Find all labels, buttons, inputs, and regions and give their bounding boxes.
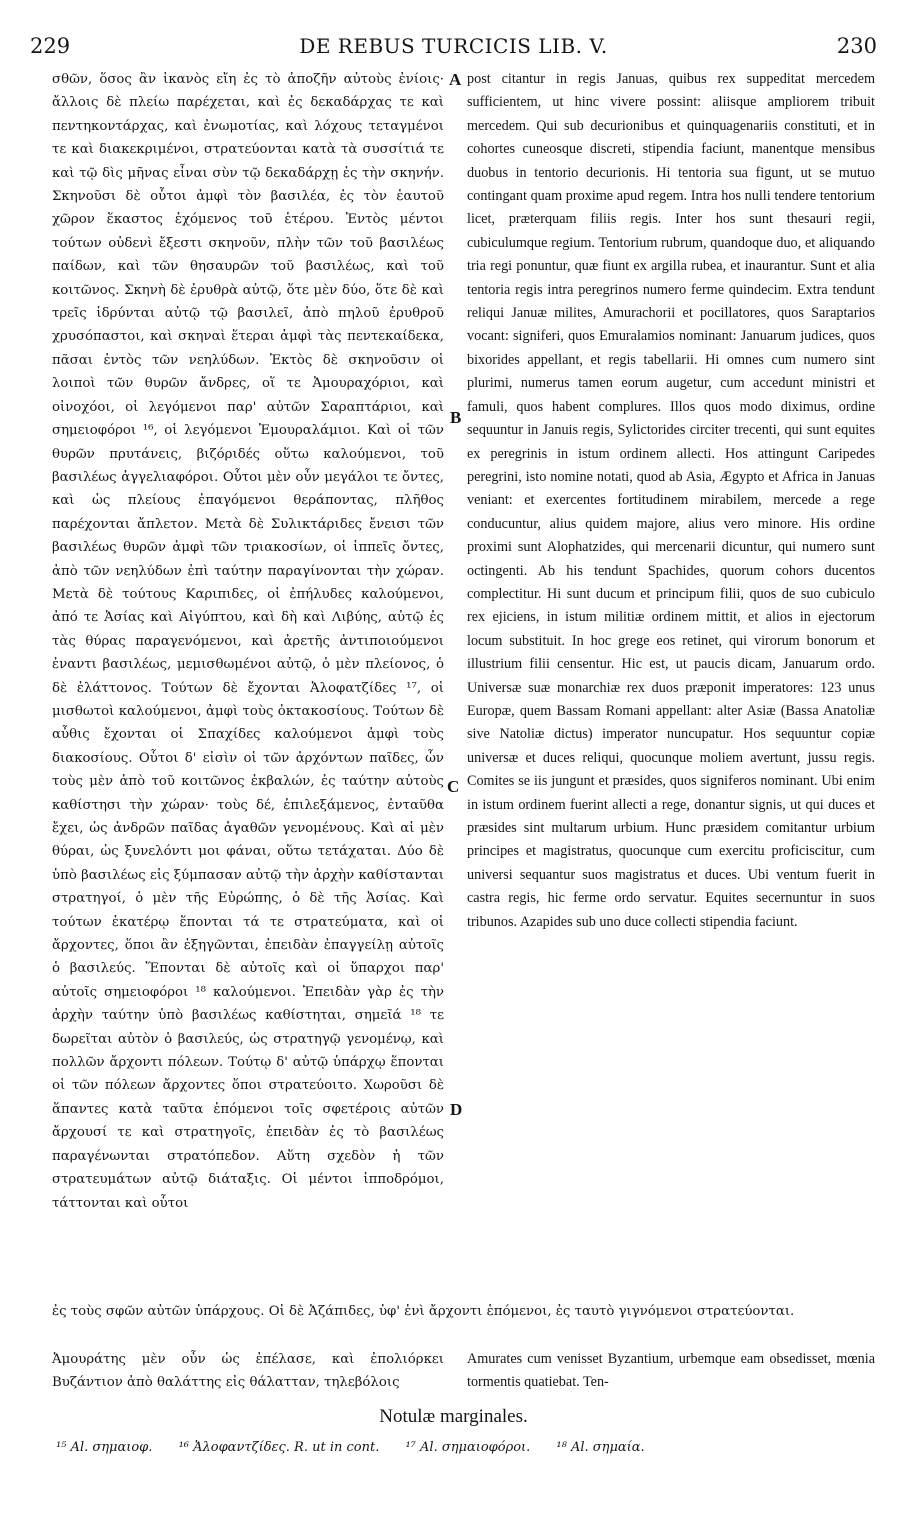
greek-spanning-line: ἐς τοὺς σφῶν αὐτῶν ὑπάρχους. Οἱ δὲ Ἀζάπιδες, ὑφ' ἑνὶ ἄρχοντι ἑπόμενοι, ἐς ταυτὸ γιγνόμενοι στρατεύονται.: [52, 1304, 795, 1319]
note-item: ¹⁸ Al. σημαία.: [556, 1440, 645, 1455]
running-title: DE REBUS TURCICIS LIB. V.: [299, 34, 608, 58]
greek-continuation: Ἀμουράτης μὲν οὖν ὡς ἐπέλασε, καὶ ἐπολιόρκει Βυζάντιον ἀπὸ θαλάττης εἰς θάλατταν, τηλεβόλοις: [52, 1352, 444, 1391]
notes-title: Notulæ marginales.: [379, 1406, 528, 1427]
greek-text: σθῶν, ὅσος ἂν ἱκανὸς εἴη ἐς τὸ ἀποζῆν αὐτοὺς ἐνίοις· ἄλλοις δὲ πλείω παρέχεται, καὶ ἐς δεκαδάρχας τε καὶ πεντηκοντάρχας, καὶ ἐνωμοτίας, καὶ λόχους τεταγμένοι τε καὶ διακεκριμένοι, στρατεύονται κατὰ τὰ συσσίτιά τε καὶ τῷ δὶς μῆνας εἶναι σὺν τῷ δεκαδάρχῃ ἐς τὴν σκηνήν. Σκηνοῦσι δὲ οὗτοι ἀμφὶ τὸν βασιλέα, ἐς τὸν ἑαυτοῦ χῶρον ἕκαστος ἐχόμενος τοῦ ἑτέρου. Ἐντὸς μέντοι τούτων οὐδενὶ ἔξεστι σκηνοῦν, πλὴν τῶν τοῦ βασιλέως παίδων, καὶ τῶν θησαυρῶν τοῦ βασιλέως, καὶ τοῦ κοιτῶνος. Σκηνὴ δὲ ἐρυθρὰ αὐτῷ, ὅτε μὲν δύο, ὅτε δὲ καὶ τρεῖς ἱδρύνται αὐτῷ τῷ βασιλεῖ, ἀπὸ πηλοῦ ἐρυθροῦ χρυσόπαστοι, καὶ σκηναὶ ἕτεραι ἀμφὶ τὰς πεντεκαίδεκα, πᾶσαι ἐντὸς τῶν νεηλύδων. Ἐκτὸς δὲ σκηνοῦσιν οἱ λοιποὶ τῶν θυρῶν ἄνδρες, οἵ τε Ἀμουραχόριοι, καὶ οἰνοχόοι, οἱ λεγόμενοι παρ' αὐτῶν Σαραπτάριοι, καὶ σημειοφόροι ¹⁶, οἱ λεγόμενοι Ἐμουραλάμιοι. Καὶ οἱ τῶν θυρῶν πρυτάνεις, βιζόριδές οὕτω καλούμενοι, τοῦ βασιλέως ἀγγελιαφόροι. Οὗτοι μὲν οὖν μεγάλοι τε ὄντες, καὶ ὡς πλείους ἐπαγόμενοι θεράποντας, πλῆθος παρέχονται ἄπλετον. Μετὰ δὲ Συλικτάριδες ἔνεισι τῶν βασιλέως θυρῶν ἀμφὶ τῶν τριακοσίων, οἱ ἱππεῖς ὄντες, ἀπὸ τῶν νεηλύδων ἐπὶ ταύτην παραγίνονται τὴν χώραν. Μετὰ δὲ τούτους Καριπιδες, οἱ ἐπήλυδες καλούμενοι, ἀπό τε Ἀσίας καὶ Αἰγύπτου, καὶ δὴ καὶ Λιβύης, αὐτῷ ἐς τὰς θύρας παραγενόμενοι, καὶ ἀρετῆς ἀντιποιούμενοι ἐναντι βασιλέως, μεμισθωμένοι αὐτῷ, ὁ μὲν πλείονος, ὁ δὲ ἐλάττονος. Τούτων δὲ ἔχονται Ἀλοφατζίδες ¹⁷, οἱ μισθωτοὶ καλούμενοι, ἀμφὶ τοὺς ὀκτακοσίους. Τούτων δὲ αὖθις ἔχονται οἱ Σπαχίδες καλούμενοι ἀμφὶ τοὺς διακοσίους. Οὗτοι δ' εἰσὶν οἱ τῶν ἀρχόντων παῖδες, ὧν τοὺς μὲν ἀπὸ τοῦ κοιτῶνος ἐκβαλών, ἐς ταύτην αὐτοὺς καθίστησι τὴν χώραν· τοὺς δέ, ἐπιλεξάμενος, ἐνταῦθα ἔχει, ὡς ἀνδρῶν παῖδας ἀγαθῶν γενομένους. Καὶ αἱ μὲν θύραι, ὡς ξυνελόντι μοι φάναι, οὕτω τετάχαται. Δύο δὲ ὑπὸ βασιλέως εἰς ξύμπασαν αὐτῷ τὴν ἀρχὴν καθίστανται στρατηγοί, ὁ μὲν τῆς Εὐρώπης, ὁ δὲ τῆς Ἀσίας. Καὶ τούτων ἑκατέρῳ ἕπονται τά τε στρατεύματα, καὶ οἱ ἄρχοντες, ὅποι ἂν ἐξηγῶνται, ἐπειδὰν ἐπαγγείλῃ αὐτοῖς ὁ βασιλεύς. Ἕπονται δὲ αὐτοῖς καὶ οἱ ὕπαρχοι παρ' αὐτοῖς σημειοφόροι ¹⁸ καλούμενοι. Ἐπειδὰν γὰρ ἐς τὴν ἀρχὴν ταύτην ὑπὸ βασιλέως καθίστηται, σημεῖά ¹⁸ τε δωρεῖται αὐτὸν ὁ βασιλεύς, ὡς στρατηγῷ γενομένῳ, καὶ πολλῶν ἄρχοντι πόλεων. Τούτῳ δ' αὐτῷ ὑπάρχῳ ἕπονται οἱ τῶν πόλεων ἄρχοντες ὅποι στρατεύοιτο. Χωροῦσι δὲ ἅπαντες κατὰ ταῦτα ἑπόμενοι τοῖς σφετέροις αὐτῶν ἄρχουσί τε καὶ στρατηγοῖς, ἐπειδὰν ἐς τὸ βασιλέως παραγένωνται στρατόπεδον. Αὕτη σχεδὸν ἡ τῶν στρατευμάτων αὐτῷ διάταξις. Οἱ μέντοι ἱπποδρόμοι, τάττονται καὶ οὗτοι: [52, 72, 444, 1211]
page-header: [30, 34, 877, 64]
note-item: ¹⁶ Ἀλοφαντζίδες. R. ut in cont.: [178, 1440, 380, 1455]
latin-text: post citantur in regis Januas, quibus rex suppeditat mercedem sufficientem, ut hinc vivere possint: aliisque ampliorem tribuit mercedem. Qui sub decurionibus et quinquagenariis constituti, et in cohortes cuneosque discreti, stipendia faciunt, manentque mensibus duobus in tentorio decurionis. Hi tentoria sua figunt, ut se mutuo contingant quam proxime apud regem. Intra hos nulli tendere tentorium licet, præterquam filiis regis. Inter hos sunt thesauri regii, cubiculumque regium. Tentorium rubrum, quandoque duo, et aliquando tria regi ponuntur, quæ fiunt ex argilla rubea, et inaurantur. Sunt et alia tentoria regis intra peregrinos numero ferme quindecim. Extra tendunt reliqui Januæ milites, Amurachorii et pocillatores, quos Saraptarios vocant: signiferi, quos Emuralamios nominant: Januarum judices, quos bixorides appellant, et regis tabellarii. Hi omnes cum numero sint plurimi, numerus tamen eorum augetur, cum accedunt ministri et famuli, quos habent complures. Illos quos modo diximus, ordine sequuntur in Januis regis, Sylictorides circiter trecenti, qui sunt equites ex peregrinis in istum ordinem allecti. Hos attingunt Caripedes peregrini, isto nomine notati, quod ab Asia, Ægypto et Africa in Januas veniant: et exercentes fortitudinem mirabilem, mercede a rege conducuntur, alius quidem majore, alius vero minore. His ordine proximi sunt Alophatzides, qui mercenarii dicuntur, qui numero sunt octingenti. Ab his tendunt Spachides, quorum cohors ducentos complectitur. Hi sunt ducum et principum filii, quos de suo cubiculo rex ejiciens, in istum militiæ ordinem mittit, et alios in ejectorum locum substituit. In hoc grege eos retinet, qui virorum bonorum et illustrium filii censentur. Hic est, ut paucis dicam, Januarum ordo. Universæ suæ monarchiæ rex duos præponit imperatores: 123 unus Europæ, quem Bassam Romani appellant: alter Asiæ (Bassa Anatoliæ sive Natoliæ dictus) imperator nuncupatur. Hos sequuntur copiæ universæ et duces reliqui, quocunque moliem avertunt, jussu regis. Comites se iis jungunt et præsides, quos signiferos nominant. Ubi enim in istum ordinem fuerint allecti a rege, donantur signis, ut qui duces et præsides sint multarum urbium. Hunc præsidem comitantur urbium principes et magistratus, quocunque cum exercitu proficiscitur, cum universi sequantur suos magistratus et duces. Ubi ventum fuerit in castra regis, hic ferme ordo servatur. Equites secernuntur in suos tribunos. Azapides sub uno duce collecti stipendia faciunt.: [467, 71, 875, 930]
section-marker-b: B: [450, 408, 462, 427]
right-page-number: 230: [836, 34, 877, 58]
latin-column: [467, 68, 875, 1328]
section-marker-a: A: [449, 70, 462, 89]
marginal-notes: [56, 1440, 877, 1455]
greek-column: [52, 68, 444, 1211]
latin-continuation: Amurates cum venisset Byzantium, urbemque eam obsedisset, mœnia tormentis quatiebat. Ten-: [467, 1351, 875, 1391]
note-item: ¹⁵ Al. σημαιοφ.: [56, 1440, 153, 1455]
section-marker-d: D: [450, 1100, 463, 1119]
note-item: ¹⁷ Al. σημαιοφόροι.: [405, 1440, 531, 1455]
section-marker-c: C: [447, 777, 460, 796]
left-page-number: 229: [30, 34, 71, 58]
